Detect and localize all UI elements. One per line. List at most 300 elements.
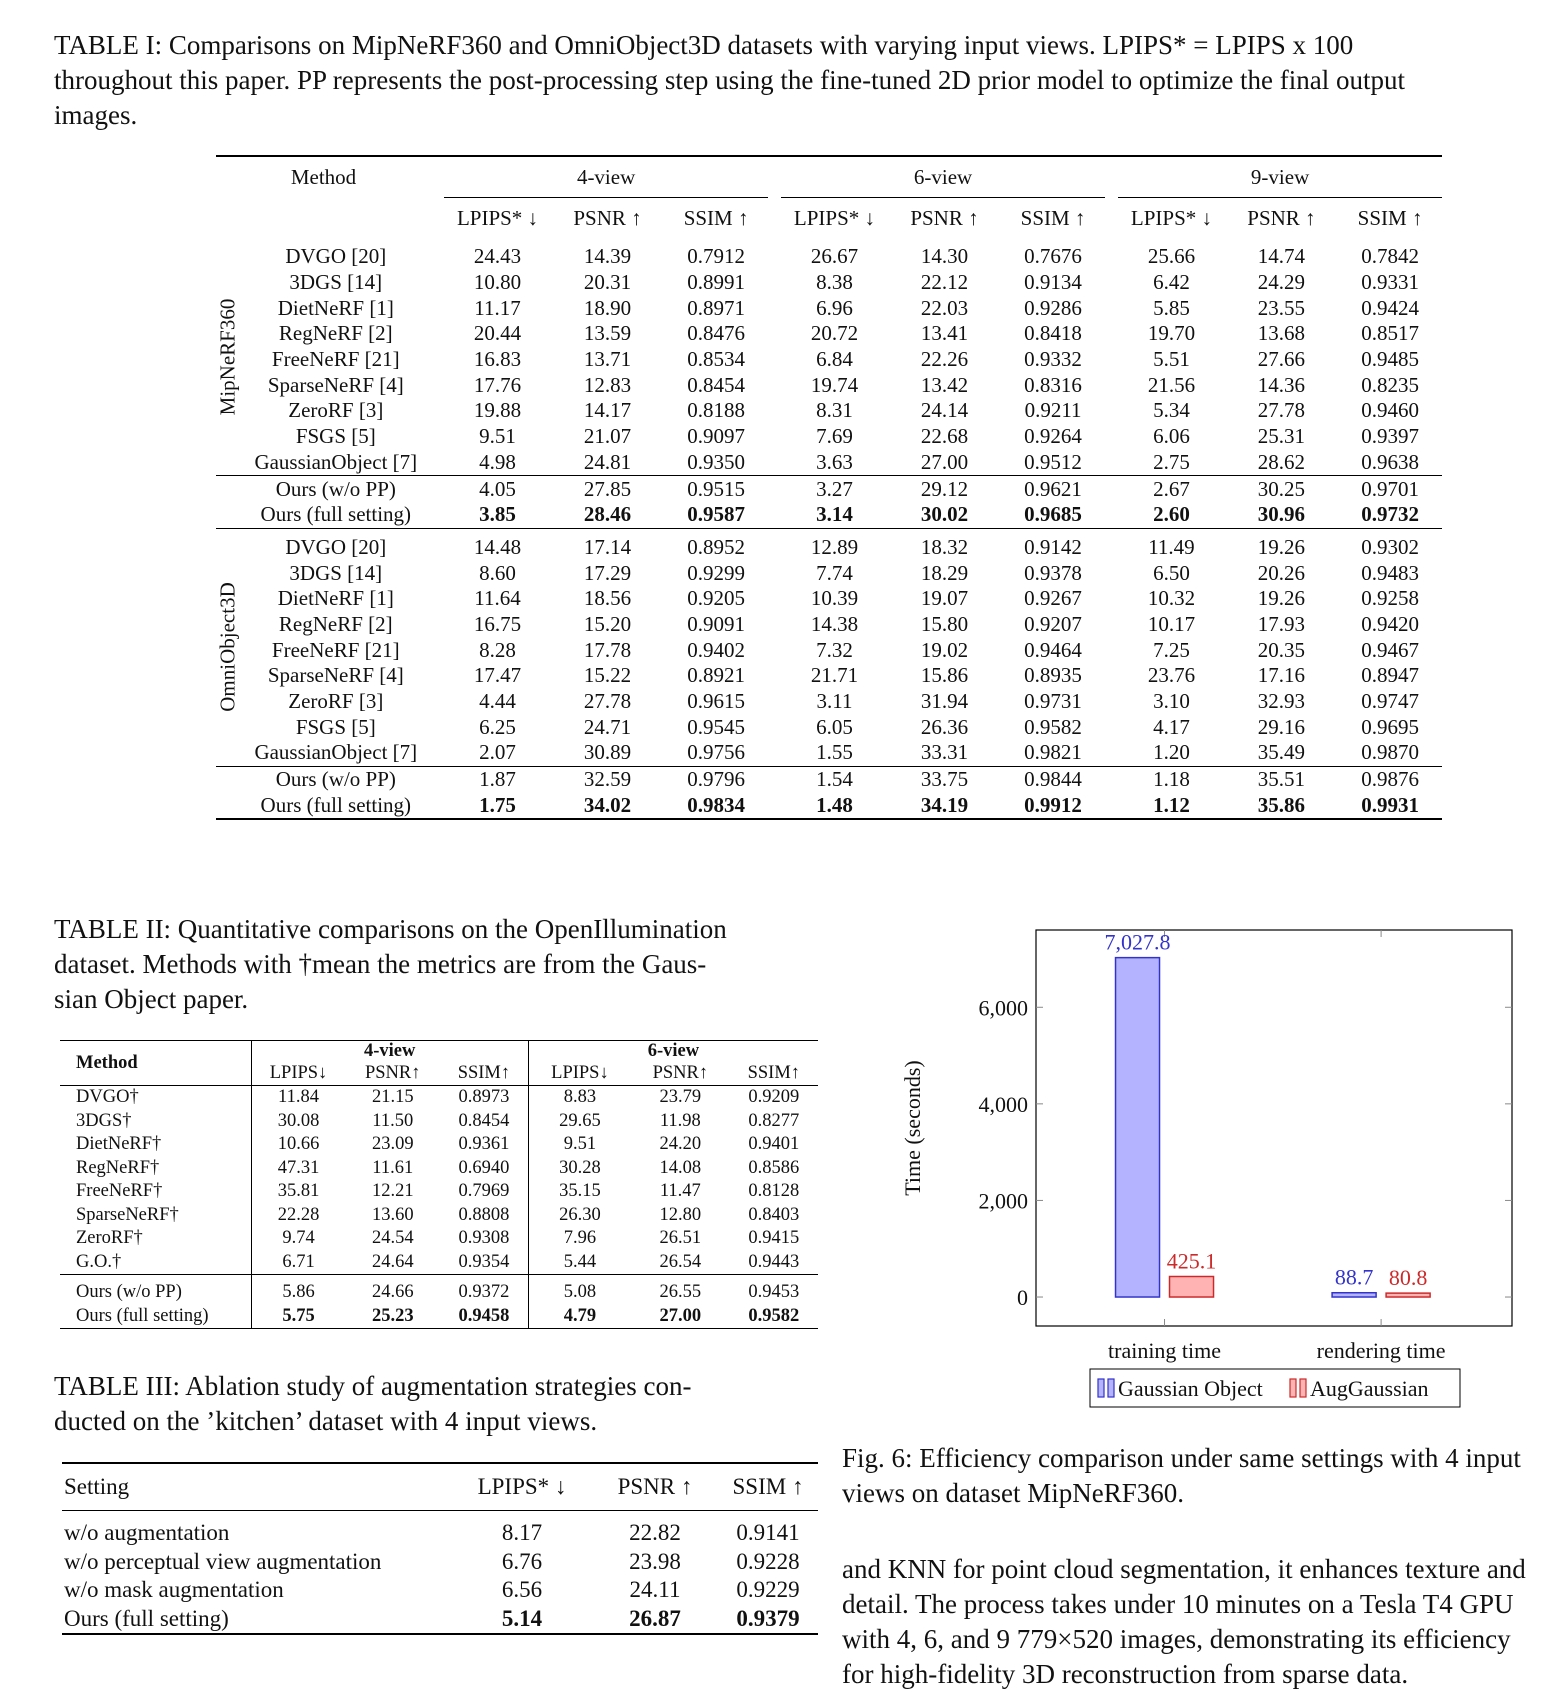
value-cell: 0.8947 (1361, 663, 1419, 688)
value-cell: 0.9397 (1361, 424, 1419, 449)
value-cell: 1.20 (1153, 740, 1190, 765)
value-cell (551, 792, 664, 819)
value-cell: 0.9350 (687, 449, 745, 474)
value-cell: 0.9582 (1024, 714, 1082, 739)
value-cell: 0.8316 (1024, 372, 1082, 397)
view-group-header: 6-view (528, 1041, 818, 1062)
value-cell: 0.9756 (687, 740, 745, 765)
value-cell: 0.9378 (1024, 560, 1082, 585)
bar (1170, 1276, 1214, 1297)
value-cell: 21.56 (1147, 372, 1196, 397)
table2 (60, 1040, 818, 1329)
value-cell: 7.32 (816, 637, 853, 662)
value-cell: 9.74 (282, 1228, 315, 1249)
value-cell: 17.16 (1257, 663, 1306, 688)
value-cell: 0.8534 (687, 347, 745, 372)
setting-cell: w/o perceptual view augmentation (64, 1548, 382, 1574)
value-cell: 23.09 (371, 1134, 414, 1155)
bar (1386, 1293, 1430, 1297)
value-cell: 0.9142 (1001, 528, 1105, 560)
y-axis-label: Time (seconds) (900, 1060, 925, 1196)
table-row (216, 347, 1442, 373)
view-group-header: 4-view (444, 156, 768, 198)
value-cell: 14.08 (659, 1157, 702, 1178)
value-text: 0.9732 (1361, 502, 1419, 527)
value-cell: 0.9512 (1024, 449, 1082, 474)
table-row (62, 1548, 818, 1577)
value-cell: 6.76 (501, 1548, 543, 1574)
value-cell: 6.56 (501, 1577, 543, 1603)
value-cell: 17.76 (473, 372, 522, 397)
metric-header: SSIM ↑ (1020, 205, 1086, 230)
value-cell: 7.69 (816, 424, 853, 449)
value-cell: 0.9372 (440, 1274, 528, 1304)
value-cell: 3.63 (816, 449, 853, 474)
value-cell: 24.29 (1257, 270, 1306, 295)
value-cell: 6.05 (816, 714, 853, 739)
value-cell (781, 792, 888, 819)
value-cell: 0.9615 (687, 689, 745, 714)
value-cell: 27.00 (920, 449, 969, 474)
table3 (62, 1462, 818, 1635)
table-row (216, 637, 1442, 663)
value-cell: 23.79 (659, 1087, 702, 1108)
value-cell: 14.17 (583, 398, 632, 423)
value-cell: 0.8952 (664, 528, 768, 560)
value-text: 0.9912 (1024, 792, 1082, 817)
value-text: 34.19 (920, 792, 969, 817)
value-cell: 14.48 (444, 528, 551, 560)
method-cell: DVGO† (60, 1085, 251, 1109)
value-cell: 13.59 (583, 321, 632, 346)
value-cell: 19.07 (920, 586, 969, 611)
legend-swatch (1108, 1379, 1114, 1397)
value-cell (1225, 792, 1338, 819)
value-text: 0.9587 (687, 502, 745, 527)
value-cell (781, 502, 888, 528)
value-cell: 12.83 (583, 372, 632, 397)
value-cell: 4.17 (1153, 714, 1190, 739)
value-cell: 0.7842 (1361, 244, 1419, 269)
table-row (60, 1250, 818, 1274)
value-cell: 32.59 (551, 766, 664, 792)
value-cell: 6.96 (816, 295, 853, 320)
value-cell: 4.98 (479, 449, 516, 474)
legend (1090, 1369, 1460, 1407)
value-cell: 20.44 (473, 321, 522, 346)
value-cell: 0.9308 (440, 1227, 528, 1251)
value-cell: 26.54 (659, 1251, 702, 1272)
value-cell: 17.93 (1257, 611, 1306, 636)
value-cell: 10.66 (277, 1134, 320, 1155)
method-cell: G.O.† (60, 1250, 251, 1274)
value-cell: 8.60 (479, 560, 516, 585)
value-cell: 13.71 (583, 347, 632, 372)
value-cell: 27.85 (551, 476, 664, 502)
method-header: Method (60, 1041, 251, 1086)
value-cell: 14.39 (583, 244, 632, 269)
value-cell: 22.03 (920, 295, 969, 320)
bar (1332, 1293, 1376, 1297)
value-text: 3.14 (816, 502, 853, 527)
value-text: 4.79 (563, 1305, 597, 1326)
dataset-group-label: MipNeRF360 (215, 298, 240, 415)
method-cell: Ours (w/o PP) (241, 476, 431, 502)
bar-data-label: 7,027.8 (1104, 929, 1171, 955)
value-cell (1225, 502, 1338, 528)
value-cell: 17.14 (551, 528, 664, 560)
value-cell: 0.9515 (664, 476, 768, 502)
method-header: Method (216, 156, 431, 198)
value-text: 27.00 (659, 1305, 702, 1326)
method-cell: FreeNeRF [21] (271, 347, 400, 372)
method-cell: Ours (w/o PP) (241, 766, 431, 792)
value-cell: 0.9747 (1361, 689, 1419, 714)
value-cell: 10.39 (810, 586, 859, 611)
caption-line: images. (54, 100, 138, 130)
value-cell: 0.9299 (687, 560, 745, 585)
table-row (216, 528, 1442, 560)
value-cell: 24.81 (583, 449, 632, 474)
value-cell (440, 1304, 528, 1328)
value-cell: 0.9638 (1361, 449, 1419, 474)
x-tick-label: training time (1108, 1338, 1222, 1363)
value-cell: 13.41 (920, 321, 969, 346)
method-cell: DVGO [20] (241, 528, 431, 560)
value-cell: 10.80 (473, 270, 522, 295)
value-cell: 23.76 (1147, 663, 1196, 688)
value-cell: 26.55 (631, 1274, 730, 1304)
value-text: 34.02 (583, 792, 632, 817)
value-cell: 26.30 (559, 1204, 601, 1225)
value-text: 2.60 (1153, 502, 1190, 527)
table-row (62, 1511, 818, 1548)
value-cell: 0.8476 (687, 321, 745, 346)
caption-line: TABLE III: Ablation study of augmentation strategies con- (54, 1371, 692, 1401)
value-cell: 0.9361 (440, 1133, 528, 1157)
value-cell: 14.74 (1257, 244, 1306, 269)
value-cell: 0.8454 (440, 1109, 528, 1133)
value-cell: 0.9467 (1361, 637, 1419, 662)
table-row (216, 663, 1442, 689)
method-cell: ZeroRF [3] (288, 689, 384, 714)
value-cell (551, 502, 664, 528)
value-cell: 17.47 (473, 663, 522, 688)
value-cell: 17.78 (583, 637, 632, 662)
value-cell: 19.74 (810, 372, 859, 397)
value-cell: 8.17 (501, 1520, 543, 1546)
value-text: 26.87 (629, 1605, 681, 1631)
method-cell: FreeNeRF† (60, 1180, 251, 1204)
value-text: 0.9458 (458, 1305, 510, 1326)
value-cell: 11.47 (659, 1181, 701, 1202)
value-cell: 23.55 (1257, 295, 1306, 320)
value-cell: 6.06 (1153, 424, 1190, 449)
value-cell: 22.12 (920, 270, 969, 295)
value-cell: 0.9209 (748, 1087, 800, 1108)
value-cell: 0.9415 (748, 1228, 800, 1249)
value-cell (346, 1304, 440, 1328)
value-cell: 0.9453 (730, 1274, 818, 1304)
value-cell: 0.9207 (1024, 611, 1082, 636)
table-row (216, 586, 1442, 612)
value-cell: 24.54 (371, 1228, 414, 1249)
metric-header: SSIM↑ (440, 1061, 528, 1085)
view-group-header: 6-view (781, 156, 1105, 198)
value-cell (664, 792, 768, 819)
value-cell: 16.83 (473, 347, 522, 372)
method-cell: DietNeRF† (60, 1133, 251, 1157)
figure6-caption (842, 1441, 1557, 1511)
table-row (216, 450, 1442, 476)
value-cell: 19.88 (473, 398, 522, 423)
value-cell: 27.66 (1257, 347, 1306, 372)
y-tick-label: 2,000 (978, 1188, 1028, 1214)
value-cell: 19.26 (1225, 528, 1338, 560)
value-cell: 29.16 (1257, 714, 1306, 739)
table-row (60, 1203, 818, 1227)
value-cell: 11.84 (278, 1087, 319, 1108)
method-cell: DietNeRF [1] (277, 586, 394, 611)
bar-data-label: 80.8 (1388, 1265, 1428, 1291)
method-cell: FSGS [5] (295, 714, 376, 739)
value-cell: 0.8235 (1361, 372, 1419, 397)
value-cell: 4.05 (444, 476, 551, 502)
value-cell: 6.25 (479, 714, 516, 739)
paragraph-line: detail. The process takes under 10 minutes on a Tesla T4 GPU (842, 1589, 1514, 1619)
x-tick-label: rendering time (1316, 1338, 1446, 1363)
bar (1116, 958, 1160, 1297)
legend-swatch (1098, 1379, 1104, 1397)
value-text: 1.12 (1153, 792, 1190, 817)
value-cell: 31.94 (920, 689, 969, 714)
value-cell: 17.29 (583, 560, 632, 585)
paragraph-line: with 4, 6, and 9 779×520 images, demonstrating its efficiency (842, 1624, 1511, 1654)
setting-header: Setting (62, 1463, 452, 1511)
value-cell: 24.66 (346, 1274, 440, 1304)
method-cell: RegNeRF [2] (278, 321, 393, 346)
metric-header: LPIPS* ↓ (456, 205, 539, 230)
value-cell: 0.9870 (1361, 740, 1419, 765)
metric-header: PSNR ↑ (592, 1463, 718, 1511)
metric-header: SSIM↑ (730, 1061, 818, 1085)
value-cell (592, 1605, 718, 1635)
value-cell: 10.17 (1147, 611, 1196, 636)
value-cell: 18.32 (888, 528, 1001, 560)
value-cell: 7.74 (816, 560, 853, 585)
table-row (60, 1227, 818, 1251)
value-cell: 0.8188 (687, 398, 745, 423)
value-cell: 30.08 (277, 1110, 320, 1131)
table2-caption (54, 912, 806, 1017)
value-cell: 15.22 (583, 663, 632, 688)
view-group-header: 4-view (251, 1041, 528, 1062)
value-cell (1338, 502, 1442, 528)
legend-swatch (1300, 1379, 1306, 1397)
table3-caption (54, 1369, 806, 1439)
value-cell (888, 502, 1001, 528)
value-cell: 24.14 (920, 398, 969, 423)
value-cell (452, 1605, 592, 1635)
table-row (216, 766, 1442, 792)
value-cell: 1.54 (781, 766, 888, 792)
caption-line: ducted on the ’kitchen’ dataset with 4 input views. (54, 1406, 598, 1436)
value-cell: 5.08 (528, 1274, 631, 1304)
value-cell: 21.71 (810, 663, 859, 688)
paragraph-line: and KNN for point cloud segmentation, it enhances texture and (842, 1554, 1526, 1584)
value-cell: 26.51 (659, 1228, 702, 1249)
value-cell: 0.9205 (687, 586, 745, 611)
value-cell: 35.81 (277, 1181, 320, 1202)
value-cell: 9.51 (563, 1134, 597, 1155)
value-cell: 7.96 (563, 1228, 597, 1249)
value-cell: 0.9264 (1024, 424, 1082, 449)
method-cell: FreeNeRF [21] (271, 637, 400, 662)
caption-line: Fig. 6: Efficiency comparison under same settings with 4 input (842, 1443, 1521, 1473)
legend-label: Gaussian Object (1118, 1376, 1263, 1401)
value-cell: 0.8586 (748, 1157, 800, 1178)
value-cell: 0.9876 (1338, 766, 1442, 792)
value-cell: 0.9211 (1024, 398, 1082, 423)
legend-swatch (1290, 1379, 1296, 1397)
table1 (216, 155, 1442, 820)
metric-header: LPIPS* ↓ (452, 1463, 592, 1511)
value-cell: 0.9821 (1024, 740, 1082, 765)
value-cell: 13.68 (1257, 321, 1306, 346)
value-cell: 11.64 (474, 586, 521, 611)
value-cell: 0.9796 (664, 766, 768, 792)
legend-label: AugGaussian (1310, 1376, 1429, 1401)
value-cell: 0.7912 (687, 244, 745, 269)
value-cell (1118, 502, 1225, 528)
value-cell: 0.8991 (687, 270, 745, 295)
value-cell: 29.65 (559, 1110, 601, 1131)
value-text: 0.9582 (748, 1305, 800, 1326)
value-cell: 0.8921 (687, 663, 745, 688)
value-cell: 9.51 (479, 424, 516, 449)
value-text: 0.9931 (1361, 792, 1419, 817)
value-cell: 6.71 (282, 1251, 315, 1272)
value-cell: 7.25 (1153, 637, 1190, 662)
value-cell (1338, 792, 1442, 819)
method-cell: Ours (full setting) (241, 792, 431, 819)
value-cell: 12.89 (781, 528, 888, 560)
value-cell: 6.84 (816, 347, 853, 372)
table-row (216, 502, 1442, 528)
method-cell: ZeroRF† (60, 1227, 251, 1251)
metric-header: LPIPS↓ (251, 1061, 345, 1085)
value-cell: 20.35 (1257, 637, 1306, 662)
value-cell: 35.15 (559, 1181, 601, 1202)
method-cell: GaussianObject [7] (254, 449, 418, 474)
value-text: 3.85 (479, 502, 516, 527)
value-cell: 30.25 (1225, 476, 1338, 502)
value-cell: 3.27 (781, 476, 888, 502)
value-text: 30.96 (1257, 502, 1306, 527)
value-cell: 0.7969 (440, 1180, 528, 1204)
bar-data-label: 425.1 (1166, 1248, 1217, 1274)
method-cell: SparseNeRF [4] (267, 372, 404, 397)
table-row (216, 270, 1442, 296)
value-cell: 8.83 (563, 1087, 597, 1108)
table-row (216, 612, 1442, 638)
bar-data-label: 88.7 (1334, 1264, 1374, 1290)
value-cell: 0.8808 (440, 1203, 528, 1227)
value-cell: 24.20 (659, 1134, 702, 1155)
method-cell: FSGS [5] (295, 424, 376, 449)
value-cell (528, 1304, 631, 1328)
value-cell: 1.18 (1118, 766, 1225, 792)
value-cell: 2.67 (1118, 476, 1225, 502)
value-cell: 14.38 (810, 611, 859, 636)
value-text: 35.86 (1257, 792, 1306, 817)
value-cell: 0.9701 (1338, 476, 1442, 502)
metric-header: LPIPS* ↓ (1130, 205, 1212, 230)
value-cell: 5.34 (1153, 398, 1190, 423)
value-text: 25.23 (371, 1305, 414, 1326)
setting-cell: w/o mask augmentation (64, 1577, 284, 1603)
value-cell: 11.49 (1118, 528, 1225, 560)
dataset-group-label: OmniObject3D (215, 582, 240, 712)
caption-line: views on dataset MipNeRF360. (842, 1478, 1184, 1508)
value-cell: 19.70 (1147, 321, 1196, 346)
value-cell: 0.8277 (748, 1110, 800, 1131)
value-cell: 25.66 (1147, 244, 1196, 269)
value-cell: 22.82 (629, 1520, 681, 1546)
plot-frame (1036, 930, 1512, 1326)
value-text: 28.46 (583, 502, 632, 527)
value-cell: 0.8517 (1361, 321, 1419, 346)
value-cell: 8.38 (816, 270, 853, 295)
value-cell: 0.8403 (748, 1204, 800, 1225)
value-cell: 0.9332 (1024, 347, 1082, 372)
value-cell: 0.9402 (687, 637, 745, 662)
value-cell: 0.9229 (736, 1577, 800, 1603)
value-cell: 3.10 (1153, 689, 1190, 714)
metric-header: SSIM ↑ (683, 205, 749, 230)
value-cell: 35.49 (1257, 740, 1306, 765)
value-cell: 18.90 (583, 295, 632, 320)
metric-header: PSNR↑ (631, 1061, 730, 1085)
table-row (216, 398, 1442, 424)
value-cell: 19.26 (1257, 586, 1306, 611)
value-cell (251, 1304, 345, 1328)
value-cell: 28.62 (1257, 449, 1306, 474)
method-cell: 3DGS [14] (289, 560, 383, 585)
metric-header: LPIPS* ↓ (793, 205, 876, 230)
value-cell: 32.93 (1257, 689, 1306, 714)
value-cell: 26.36 (920, 714, 969, 739)
value-cell: 0.9401 (748, 1134, 800, 1155)
value-cell: 0.9460 (1361, 398, 1419, 423)
value-cell: 0.7676 (1024, 244, 1082, 269)
value-cell: 22.28 (277, 1204, 320, 1225)
value-cell: 0.9464 (1024, 637, 1082, 662)
method-cell: 3DGS† (60, 1109, 251, 1133)
value-cell: 33.31 (920, 740, 969, 765)
value-cell (631, 1304, 730, 1328)
value-text: 5.14 (501, 1605, 543, 1631)
view-group-header: 9-view (1118, 156, 1442, 198)
value-text: 5.75 (282, 1305, 315, 1326)
value-cell: 15.80 (920, 611, 969, 636)
value-cell: 20.26 (1257, 560, 1306, 585)
value-cell: 24.71 (583, 714, 632, 739)
value-cell: 25.31 (1257, 424, 1306, 449)
table-row (62, 1576, 818, 1605)
setting-cell: Ours (full setting) (62, 1605, 452, 1635)
value-cell: 24.64 (371, 1251, 414, 1272)
